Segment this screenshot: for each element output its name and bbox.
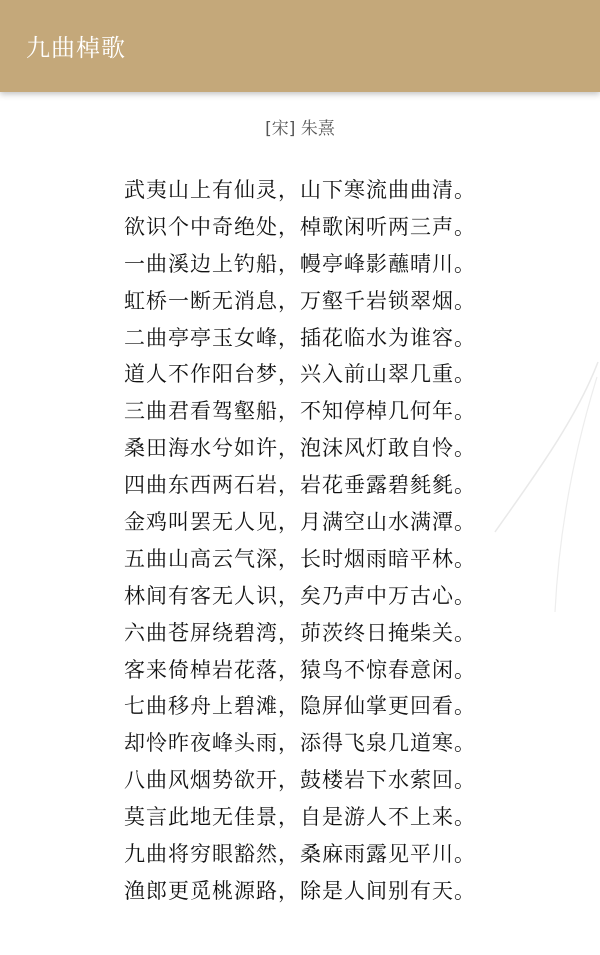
- poem-line: 林间有客无人识，矣乃声中万古心。: [124, 583, 476, 608]
- poem-line: 客来倚棹岩花落，猿鸟不惊春意闲。: [124, 657, 476, 682]
- poem-line: 虹桥一断无消息，万壑千岩锁翠烟。: [124, 288, 476, 313]
- poem-line: 九曲将穷眼豁然，桑麻雨露见平川。: [124, 842, 476, 867]
- poem-line: 三曲君看驾壑船，不知停棹几何年。: [124, 399, 476, 424]
- app-title: 九曲棹歌: [26, 34, 126, 62]
- poem-line: 道人不作阳台梦，兴入前山翠几重。: [124, 362, 476, 387]
- poem-content[interactable]: [0, 92, 600, 955]
- poem-line: 一曲溪边上钓船，幔亭峰影蘸晴川。: [124, 251, 476, 276]
- poem-author: [宋] 朱熹: [265, 119, 335, 139]
- poem-line: 却怜昨夜峰头雨，添得飞泉几道寒。: [124, 731, 476, 756]
- poem-line: 莫言此地无佳景，自是游人不上来。: [124, 805, 476, 830]
- poem-line: 四曲东西两石岩，岩花垂露碧毵毿。: [124, 473, 476, 498]
- poem-line: 桑田海水兮如许，泡沫风灯敢自怜。: [124, 436, 476, 461]
- poem-line: 五曲山高云气深，长时烟雨暗平林。: [124, 546, 476, 571]
- poem-line: 欲识个中奇绝处，棹歌闲听两三声。: [124, 214, 476, 239]
- poem-line: 渔郎更觅桃源路，除是人间别有天。: [124, 878, 476, 903]
- poem-line: 金鸡叫罢无人见，月满空山水满潭。: [124, 510, 476, 535]
- poem-lines: [0, 172, 600, 910]
- poem-line: 六曲苍屏绕碧湾，茆茨终日掩柴关。: [124, 620, 476, 645]
- poem-line: 八曲风烟势欲开，鼓楼岩下水萦回。: [124, 768, 476, 793]
- poem-line: 七曲移舟上碧滩，隐屏仙掌更回看。: [124, 694, 476, 719]
- poem-line: 武夷山上有仙灵，山下寒流曲曲清。: [124, 178, 476, 202]
- app-bar: [0, 0, 600, 92]
- poem-line: 二曲亭亭玉女峰，插花临水为谁容。: [124, 325, 476, 350]
